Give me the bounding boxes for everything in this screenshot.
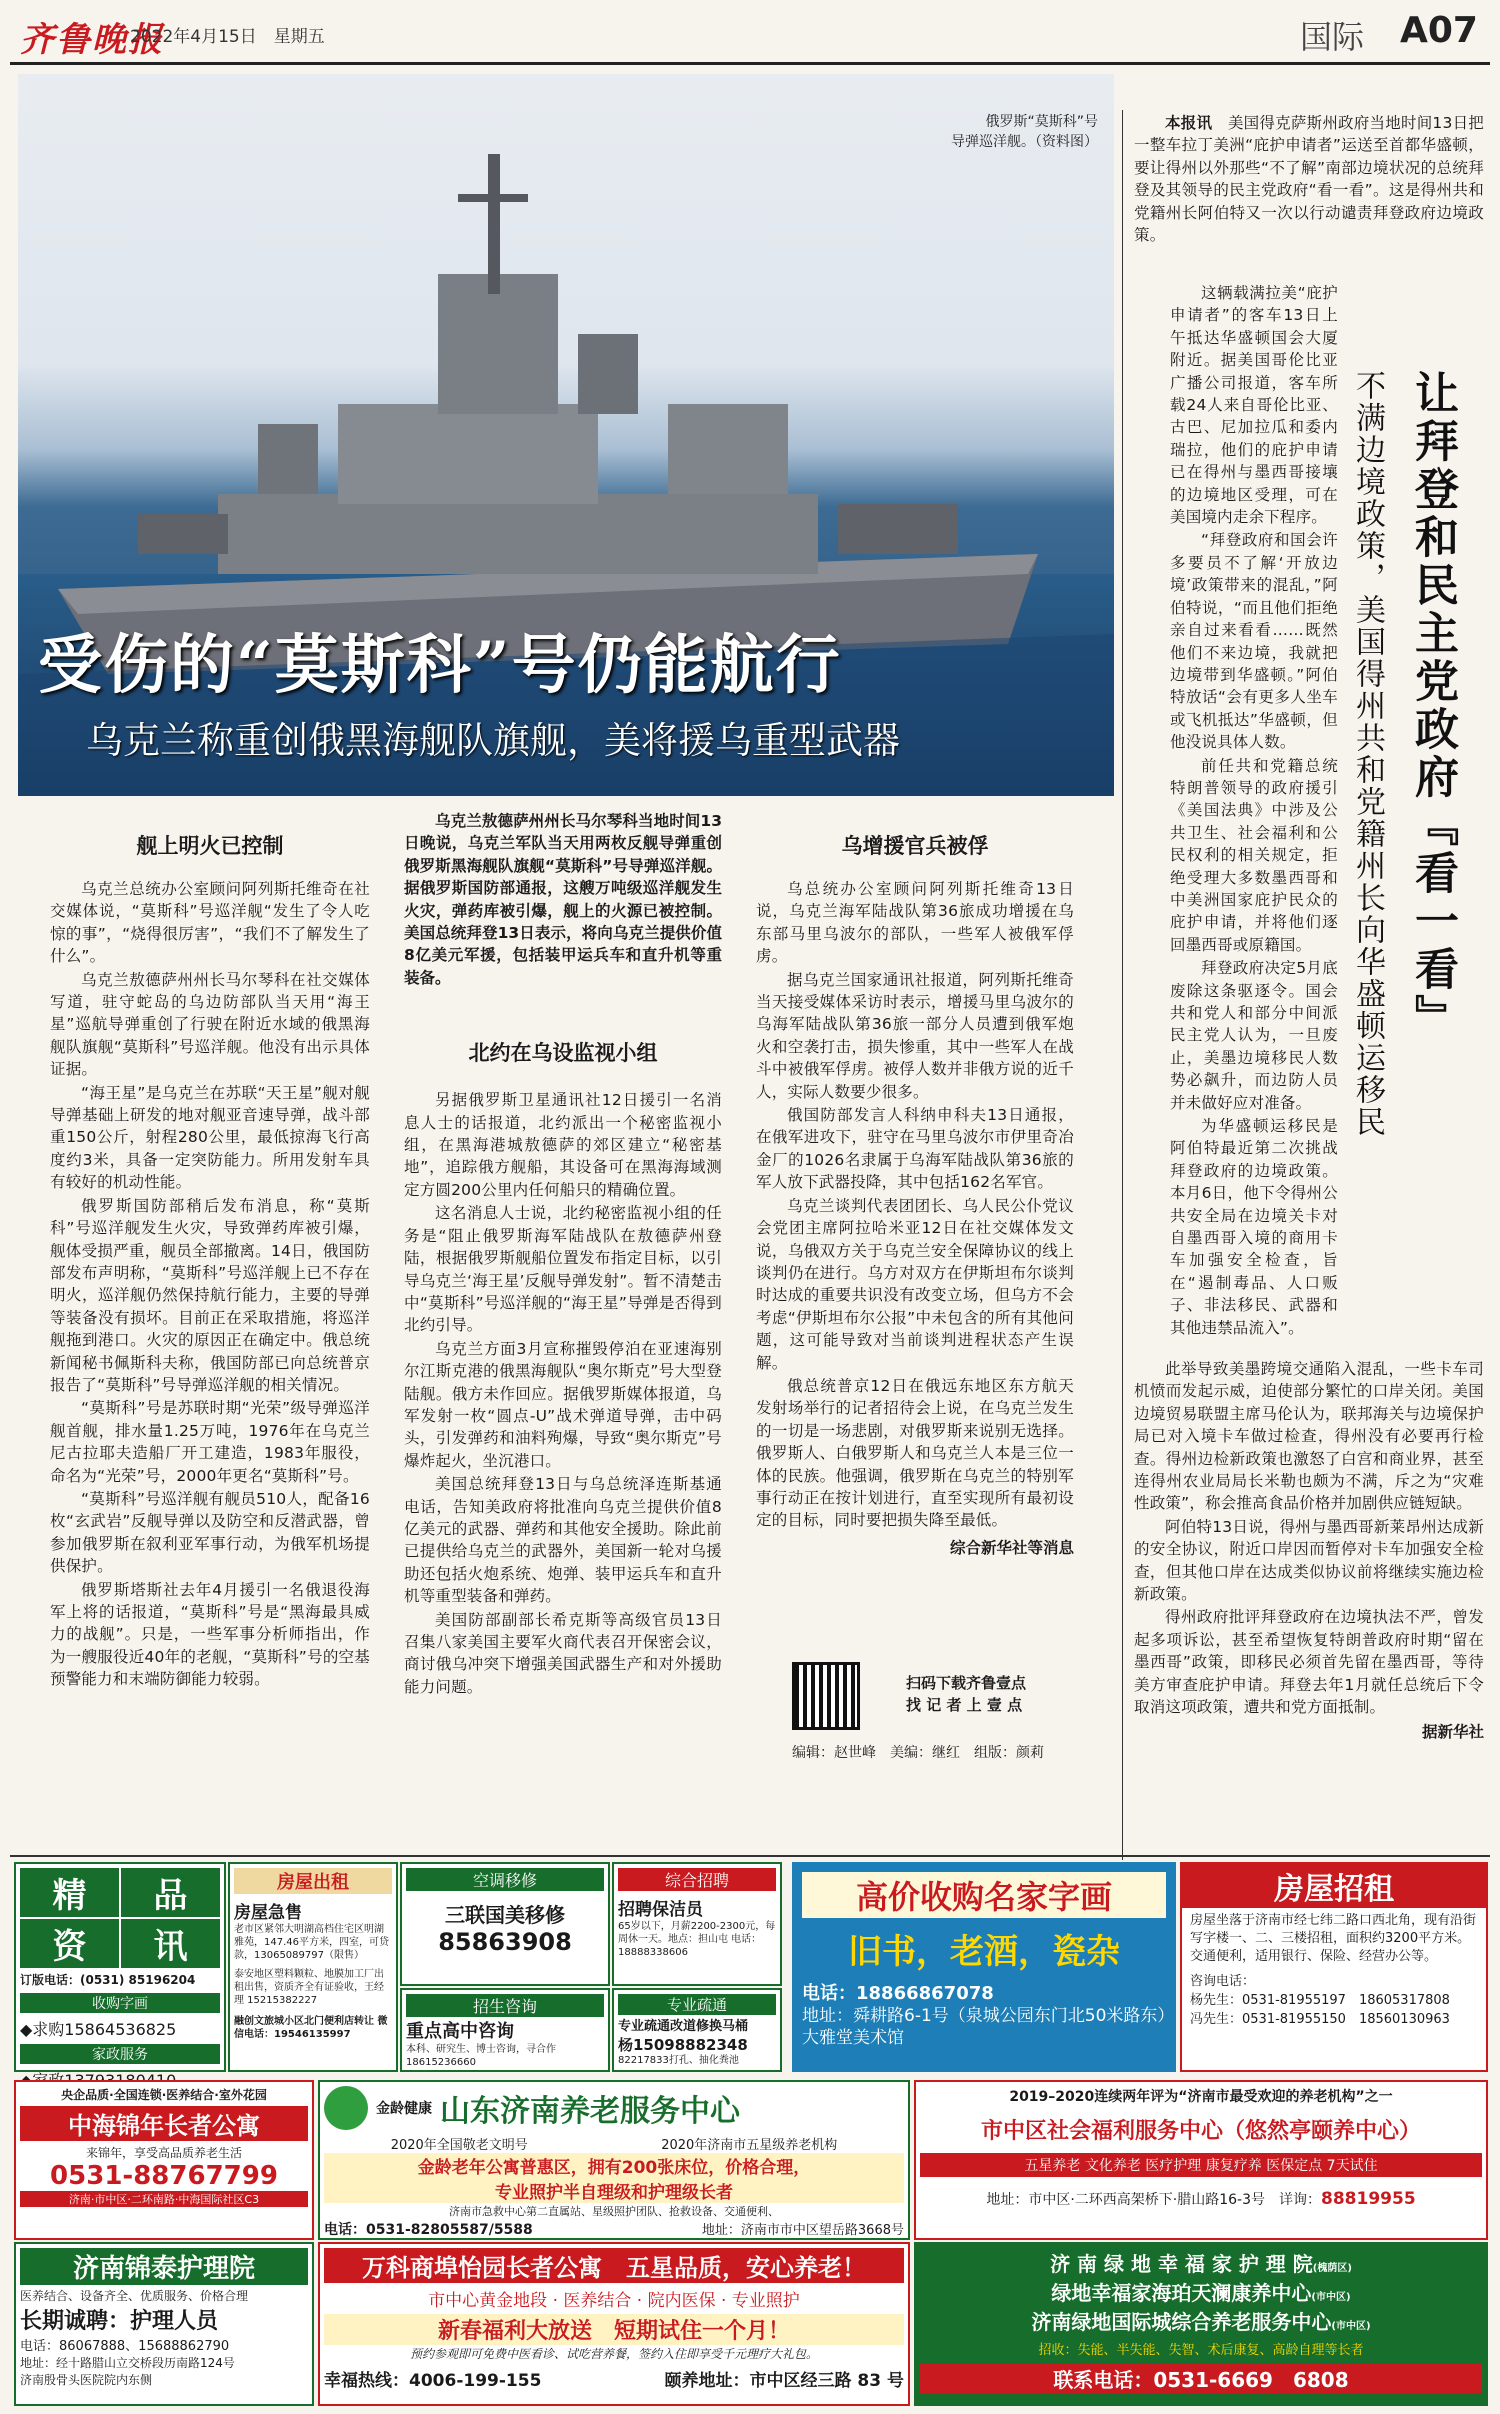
side-paragraph: 本报讯 美国得克萨斯州政府当地时间13日把一整车拉丁美洲“庇护申请者”运送至首都华盛顿，要让得州以外那些“不了解”南部边境状况的总统拜登及其领导的民主党政府“看一看”。这是得州共和党籍州长阿伯特又一次以行动谴责拜登政府边境政策。 (1134, 114, 1485, 245)
hiring-title: 综合招聘 (618, 1868, 776, 1891)
photo-caption: 俄罗斯“莫斯科”号 导弹巡洋舰。（资料图） (951, 114, 1098, 150)
zhonghai-address: 济南·市中区·二环南路·中海国际社区C3 (20, 2191, 308, 2207)
article-paragraph: 据乌克兰国家通讯社报道，阿列斯托维奇当天接受媒体采访时表示，增援马里乌波尔的乌海军陆战队第36旅一部分人员遭到俄军炮火和空袭打击，损失惨重，其中一些军人在战斗中被俄军俘虏。被俘人数并非俄方说的近千人，实际人数要少很多。 (756, 970, 1074, 1101)
article-paragraph: 另据俄罗斯卫星通讯社12日援引一名消息人士的话报道，北约派出一个秘密监视小组，在黑海港城敖德萨的郊区建立“秘密基地”，追踪俄方舰船，其设备可在黑海海域测定方圆200公里内任何船只的精确位置。 (404, 1091, 722, 1199)
article-paragraph: 俄国防部发言人科纳申科夫13日通报，在俄军进攻下，驻守在马里乌波尔市伊里奇冶金厂的1026名隶属于乌海军陆战队第36旅的军人放下武器投降，其中包括162名军官。 (756, 1106, 1074, 1192)
article-paragraph: “海王星”是乌克兰在苏联“天王星”舰对舰导弹基础上研发的地对舰亚音速导弹，战斗部重150公斤，射程280公里，最低掠海飞行高度约3米，具备一定突防能力。所用发射车具有较好的机动性能。 (50, 1083, 370, 1192)
jinling-ad (318, 2080, 910, 2240)
jintai-hire: 长期诚聘：护理人员 (20, 2309, 219, 2334)
jinling-address: 地址：济南市市中区望岳路3668号 (701, 2223, 904, 2238)
lease-title: 房屋招租 (1182, 1864, 1486, 1908)
lvdi-line: 济南绿地国际城综合养老服务中心(市中区) (1031, 2310, 1371, 2334)
article-paragraph: 俄总统普京12日在俄远东地区东方航天发射场举行的记者招待会上说，在乌克兰发生的一切是一场悲剧，对俄罗斯来说别无选择。俄罗斯人、白俄罗斯人和乌克兰人本是三位一体的民族。他强调，俄罗斯在乌克兰的特别军事行动正在按计划进行，直至实现所有最初设定的目标，同时要把损失降至最低。 (756, 1376, 1074, 1530)
section-name: 国际 (1300, 18, 1365, 56)
header-rule (10, 62, 1490, 65)
vanke-address: 颐养地址：市中区经三路 83 号 (664, 2371, 904, 2391)
lvdi-recruit: 招收：失能、半失能、失智、术后康复、高龄自理等长者 (1038, 2343, 1364, 2358)
classified-phone: 订版电话：(0531) 85196204 (20, 1973, 196, 1987)
article-paragraph: 乌克兰总统办公室顾问阿列斯托维奇在社交媒体说，“莫斯科”号巡洋舰“发生了令人吃惊的事”，“烧得很厉害”，“我们不了解发生了什么”。 (50, 880, 370, 966)
pipe-ad (612, 1988, 782, 2072)
calligraphy-line2: 旧书，老酒，瓷杂 (848, 1932, 1120, 1972)
jintai-phone: 电话：86067888、15688862790 (20, 2339, 230, 2354)
article-paragraph: 俄罗斯塔斯社去年4月援引一名俄退役海军上将的话报道，“莫斯科”号是“黑海最具威力的战舰”。只是，一些军事分析师指出，作为一艘服役近40年的老舰，“莫斯科”号的空基预警能力和末端防御能力较弱。 (50, 1580, 370, 1689)
side-paragraph: 前任共和党籍总统特朗普领导的政府援引《美国法典》中涉及公共卫生、社会福利和公民权利的相关规定，拒绝受理大多数墨西哥和中美洲国家庇护民众的庇护申请，并将他们逐回墨西哥或原籍国。 (1170, 756, 1338, 954)
pipe-text: 82217833打孔、抽化粪池 (618, 2055, 739, 2066)
article-paragraph: 美国防部副部长希克斯等高级官员13日召集八家美国主要军火商代表召开保密会议，商讨俄乌冲突下增强美国武器生产和对外援助能力问题。 (404, 1610, 722, 1696)
article-paragraph: 乌克兰方面3月宣称摧毁停泊在亚速海别尔江斯克港的俄黑海舰队“奥尔斯克”号大型登陆舰。俄方未作回应。据俄罗斯媒体报道，乌军发射一枚“圆点-U”战术弹道导弹，击中码头，引发弹药和油料殉爆，导致“奥尔斯克”号爆炸起火，坐沉港口。 (404, 1339, 722, 1470)
right-column (756, 830, 1074, 1761)
jinling-slogan: 专业照护半自理级和护理级长者 (324, 2178, 904, 2203)
left-column (50, 830, 370, 1692)
side-paragraph: “拜登政府和国会许多要员不了解‘开放边境’政策带来的混乱，”阿伯特说，“而且他们拒绝亲自过来看看……既然他们不来边境，我就把边境带到华盛顿。”阿伯特放话“会有更多人坐车或飞机抵达”华盛顿，但他没说具体人数。 (1170, 531, 1338, 752)
calligraphy-ad (792, 1862, 1176, 2072)
lvdi-phone: 联系电话：0531-6669 6808 (920, 2364, 1482, 2393)
moving-company: 三联国美移修 (445, 1903, 565, 1927)
side-paragraph: 此举导致美墨跨境交通陷入混乱，一些卡车司机愤而发起示威，迫使部分繁忙的口岸关闭。美国边境贸易联盟主席马伦认为，联邦海关与边境保护局已对入境卡车做过检查，得州没有必要再行检查。得州边检新政策也激怒了白宫和商业界，甚至连得州农业局局长米勒也颇为不满，斥之为“灾难性政策”，称会推高食品价格并加剧供应链短缺。 (1134, 1360, 1484, 1513)
lease-contact-label: 咨询电话： (1190, 1974, 1256, 1989)
lvdi-ad (914, 2242, 1488, 2406)
calligraphy-line1: 高价收购名家字画 (802, 1872, 1166, 1918)
side-paragraph: 得州政府批评拜登政府在边境执法不严，曾发起多项诉讼，甚至希望恢复特朗普政府时期“留在墨西哥”政策，即移民必须首先留在墨西哥，等待美方审查庇护申请。拜登去年1月就任总统后下令取消这项政策，遭共和党方面抵制。 (1134, 1608, 1484, 1717)
zhonghai-name: 中海锦年长者公寓 (20, 2106, 308, 2141)
side-story-narrow (1170, 282, 1338, 1340)
jinling-brand: 金龄健康 (376, 2101, 432, 2117)
lease-contact: 杨先生：0531-81955197 18605317808 (1190, 1993, 1450, 2008)
page-number: A07 (1400, 10, 1478, 51)
jinling-honor: 2020年济南市五星级养老机构 (661, 2138, 838, 2153)
zhonghai-sub: 来锦年，享受高品质养老生活 (85, 2146, 242, 2160)
calligraphy-tel: 电话：18866867078 (802, 1983, 994, 2004)
lease-ad (1180, 1862, 1488, 2072)
zhonghai-ad (14, 2080, 314, 2240)
section-heading: 舰上明火已控制 (136, 833, 284, 858)
welfare-name: 市中区社会福利服务中心（悠然亭颐养中心） (980, 2119, 1421, 2144)
jintai-ad (14, 2242, 314, 2406)
hiring-ad (612, 1862, 782, 1986)
side-story-subtitle: 不满边境政策，美国得州共和党籍州长向华盛顿运移民 (1350, 370, 1385, 1138)
classified-ads (14, 1862, 226, 2072)
welfare-address-line: 地址：市中区·二环西高架桥下·腊山路16-3号 详询：88819955 (986, 2189, 1416, 2209)
school-ad (400, 1988, 610, 2072)
section-heading: 北约在乌设监视小组 (468, 1040, 658, 1066)
side-paragraph: 拜登政府决定5月底废除这条驱逐令。国会共和党人和部分中间派民主党人认为，一旦废止，美墨边境移民人数势必飙升，而边防人员并未做好应对准备。 (1170, 959, 1338, 1112)
house-urgent-text: 老市区紧邻大明湖高档住宅区明湖雅苑，147.46平方米，四室，可贷款，13065089797（限售） (234, 1924, 389, 1961)
jinling-slogan: 金龄老年公寓普惠区，拥有200张床位，价格合理， (324, 2153, 904, 2178)
lvdi-line: 济 南 绿 地 幸 福 家 护 理 院(槐荫区) (1050, 2252, 1352, 2276)
moving-phone: 85863908 (438, 1928, 572, 1956)
jintai-address: 地址：经十路腊山立交桥段历南路124号 (20, 2356, 235, 2370)
hiring-subtitle: 招聘保洁员 (618, 1900, 703, 1920)
calligraphy-address: 地址：舜耕路6-1号（泉城公园东门北50米路东）大雅堂美术馆 (802, 2006, 1166, 2048)
headline: 受伤的“莫斯科”号仍能航行 (38, 628, 842, 703)
article-paragraph: “莫斯科”号巡洋舰有舰员510人，配备16枚“玄武岩”反舰导弹以及防空和反潜武器，曾参加俄罗斯在叙利亚军事行动，为俄军机场提供保护。 (50, 1489, 370, 1576)
classified-title: 精 品 资 讯 (16, 1864, 224, 1972)
home-label: 家政服务 (20, 2044, 220, 2064)
side-story-body (1134, 112, 1484, 247)
issue-date: 2022年4月15日 星期五 (130, 27, 325, 47)
house-sale-label: 房屋出租 (234, 1868, 392, 1894)
article-paragraph: 美国总统拜登13日与乌总统泽连斯基通电话，告知美政府将批准向乌克兰提供价值8亿美元的武器、弹药和其他安全援助。除此前已提供给乌克兰的武器外，美国新一轮对乌援助还包括火炮系统、炮弹、装甲运兵车和直升机等重型装备和弹药。 (404, 1475, 722, 1606)
side-paragraph: 这辆载满拉美“庇护申请者”的客车13日上午抵达华盛顿国会大厦附近。据美国哥伦比亚广播公司报道，客车所载24人来自哥伦比亚、古巴、尼加拉瓜和委内瑞拉，他们的庇护申请已在得州与墨西哥接壤的边境地区受理，可在美国境内走余下程序。 (1170, 284, 1338, 527)
ads-top-rule (10, 1855, 1490, 1857)
jinling-note: 济南市急救中心第二直属站、星级照护团队、抢救设备、交通便利、 (449, 2205, 779, 2218)
jintai-name: 济南锦泰护理院 (20, 2248, 308, 2285)
school-text: 本科、研究生、博士咨询，寻合作18615236660 (406, 2044, 556, 2068)
buy-phone: ◆求购15864536825 (20, 2020, 177, 2039)
house-sale-ad (228, 1862, 398, 2072)
hero-photo (18, 74, 1114, 796)
school-subtitle: 重点高中咨询 (406, 2021, 514, 2042)
moving-ad (400, 1862, 610, 1986)
clover-logo-icon (324, 2086, 368, 2130)
newspaper-logo: 齐鲁晚报 (20, 20, 164, 60)
qr-text: 扫码下载齐鲁壹点 找 记 者 上 壹 点 (906, 1674, 1027, 1714)
school-title: 招生咨询 (406, 1994, 604, 2017)
section-heading: 乌增援官兵被俘 (841, 833, 989, 858)
jinling-honor: 2020年全国敬老文明号 (390, 2138, 528, 2153)
article-paragraph: 乌克兰谈判代表团团长、乌人民公仆党议会党团主席阿拉哈米亚12日在社交媒体发文说，乌俄双方关于乌克兰安全保障协议的线上谈判仍在进行。乌方对双方在伊斯坦布尔谈判时达成的重要共识没有改变立场，但乌方不会考虑“伊斯坦布尔公报”中未包含的所有其他问题，这可能导致对当前谈判进程状态产生误解。 (756, 1196, 1074, 1372)
house-urgent-title: 房屋急售 (234, 1903, 302, 1923)
vanke-hotline: 幸福热线：4006-199-155 (324, 2371, 542, 2391)
zhonghai-top: 央企品质·全国连锁·医养结合·室外花园 (61, 2088, 267, 2102)
qr-code[interactable] (792, 1662, 860, 1730)
welfare-top: 2019–2020连续两年评为“济南市最受欢迎的养老机构”之一 (1009, 2089, 1393, 2105)
article-paragraph: 乌总统办公室顾问阿列斯托维奇13日说，乌克兰海军陆战队第36旅成功增援在乌东部马里乌波尔的部队，一些军人被俄军俘虏。 (756, 880, 1074, 966)
article-paragraph: 这名消息人士说，北约秘密监视小组的任务是“阻止俄罗斯海军陆战队在敖德萨州登陆，根据俄罗斯舰船位置发布指定目标，以引导乌克兰‘海王星’反舰导弹发射”。暂不清楚击中“莫斯科”号巡洋舰的“海王星”导弹是否得到北约引导。 (404, 1204, 722, 1335)
lead-paragraph: 乌克兰敖德萨州州长马尔琴科当地时间13日晚说，乌克兰军队当天用两枚反舰导弹重创俄罗斯黑海舰队旗舰“莫斯科”号导弹巡洋舰。据俄罗斯国防部通报，这艘万吨级巡洋舰发生火灾，弹药库被引爆，舰上的火源已被控制。美国总统拜登13日表示，将向乌克兰提供价值8亿美元军援，包括装甲运兵车和直升机等重装备。 (404, 812, 722, 987)
byline: 据新华社 (1421, 1722, 1484, 1741)
lease-contact: 冯先生：0531-81955150 18560130963 (1190, 2012, 1450, 2027)
moving-title: 空调移修 (406, 1868, 604, 1891)
vanke-ad (318, 2242, 910, 2406)
store-transfer-text: 融创文旅城小区北门便利店转让 微信电话：19546135997 (234, 2016, 388, 2040)
side-paragraph: 为华盛顿运移民是阿伯特最近第二次挑战拜登政府的边境政策。本月6日，他下令得州公共安全局在边境关卡对自墨西哥入境的商用卡车加强安全检查，旨在“遏制毒品、人口贩子、非法移民、武器和其他违禁品流入”。 (1170, 1117, 1338, 1337)
middle-column (404, 810, 722, 1699)
welfare-tags: 五星养老 文化养老 医疗护理 康复疗养 医保定点 7天试住 (920, 2153, 1482, 2177)
side-paragraph: 阿伯特13日说，得州与墨西哥新莱昂州达成新的安全协议，附近口岸因而暂停对卡车加强安全检查，但其他口岸在达成类似协议前将继续实施边检新政策。 (1134, 1517, 1484, 1604)
vanke-sub: 市中心黄金地段 · 医养结合 · 院内医保 · 专业照护 (428, 2291, 800, 2311)
side-story-title: 让拜登和民主党政府『看一看』 (1407, 370, 1458, 1042)
vanke-promo-sub: 预约参观即可免费中医看诊、试吃营养餐，签约入住即享受千元理疗大礼包。 (409, 2347, 818, 2361)
pipe-phone: 杨15098882348 (618, 2036, 748, 2054)
buy-label: 收购字画 (20, 1993, 220, 2013)
hiring-text: 65岁以下，月薪2200-2300元，每周休一天。地点：担山屯 电话：18888338606 (618, 1921, 776, 1958)
article-paragraph: 乌克兰敖德萨州州长马尔琴科在社交媒体写道，驻守蛇岛的乌边防部队当天用“海王星”巡航导弹重创了行驶在附近水域的俄黑海舰队旗舰“莫斯科”号巡洋舰。他没有出示具体证据。 (50, 970, 370, 1079)
pipe-subtitle: 专业疏通改道修换马桶 (618, 2019, 749, 2034)
byline: 综合新华社等消息 (949, 1538, 1074, 1557)
welfare-ad (914, 2080, 1488, 2240)
article-paragraph: 俄罗斯国防部稍后发布消息，称“莫斯科”号巡洋舰发生火灾，导致弹药库被引爆，舰体受损严重，舰员全部撤离。14日，俄国防部发布声明称，“莫斯科”号巡洋舰上已不存在明火，巡洋舰仍然保持航行能力，主要的导弹等装备没有损坏。目前正在采取措施，将巡洋舰拖到港口。火灾的原因正在确定中。俄总统新闻秘书佩斯科夫称，俄国防部已向总统普京报告了“莫斯科”号导弹巡洋舰的相关情况。 (50, 1196, 370, 1394)
jintai-address2: 济南殷骨头医院院内东侧 (20, 2373, 153, 2387)
jintai-text: 医养结合、设备齐全、优质服务、价格合理 (20, 2289, 249, 2303)
lvdi-line: 绿地幸福家海珀天澜康养中心(市中区) (1051, 2281, 1351, 2305)
vanke-promo: 新春福利大放送 短期试住一个月！ (324, 2314, 904, 2345)
article-paragraph: “莫斯科”号是苏联时期“光荣”级导弹巡洋舰首舰，排水量1.25万吨，1976年在乌克兰尼古拉耶夫造船厂开工建造，1983年服役，命名为“光荣”号，2000年更名“莫斯科”号。 (50, 1399, 370, 1485)
jinling-phone: 电话：0531-82805587/5588 (324, 2222, 533, 2238)
pipe-title: 专业疏通 (618, 1994, 776, 2015)
zhonghai-phone: 0531-88767799 (50, 2161, 278, 2191)
column-rule (1122, 110, 1123, 1860)
factory-text: 泰安地区塑料颗粒、地膜加工厂出租出售，资质齐全有证验收，王经理 15215382227 (234, 1969, 384, 2006)
jinling-title: 山东济南养老服务中心 (440, 2094, 740, 2129)
editors-line: 编辑：赵世峰 美编：继红 组版：颜莉 (792, 1745, 1044, 1761)
lease-text: 房屋坐落于济南市经七纬二路口西北角，现有沿街写字楼一、二、三楼招租，面积约3200平方米。交通便利，适用银行、保险、经营办公等。 (1190, 1913, 1477, 1964)
vanke-title: 万科商埠怡园长者公寓 五星品质，安心养老！ (324, 2248, 904, 2283)
subheadline: 乌克兰称重创俄黑海舰队旗舰，美将援乌重型武器 (86, 719, 900, 762)
side-story-wide (1134, 1358, 1484, 1742)
